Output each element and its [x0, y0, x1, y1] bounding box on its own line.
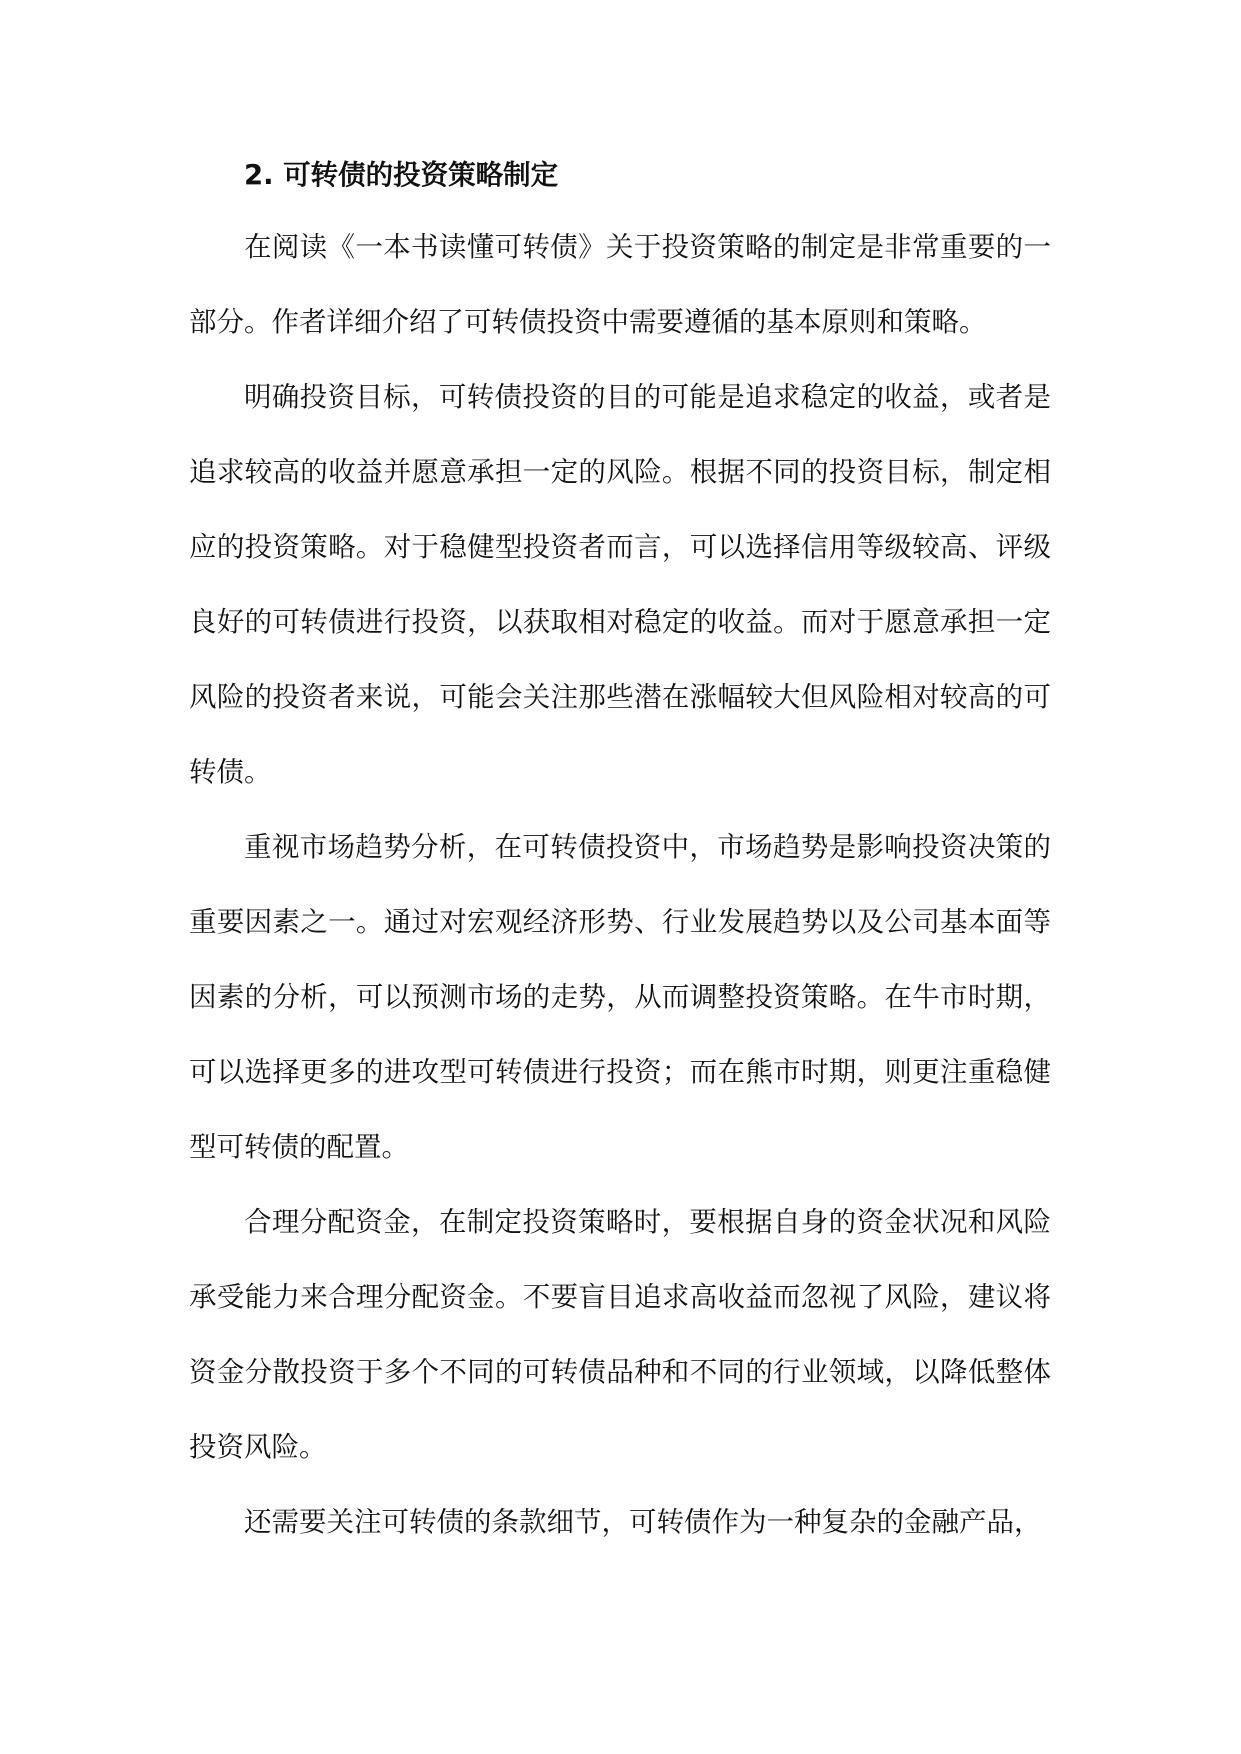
paragraph-intro: 在阅读《一本书读懂可转债》关于投资策略的制定是非常重要的一部分。作者详细介绍了可转债投资中需要遵循的基本原则和策略。: [189, 231, 1051, 338]
paragraph-market-trend: 重视市场趋势分析，在可转债投资中，市场趋势是影响投资决策的重要因素之一。通过对宏观经济形势、行业发展趋势以及公司基本面等因素的分析，可以预测市场的走势，从而调整投资策略。在牛市时期，可以选择更多的进攻型可转债进行投资；而在熊市时期，则更注重稳健型可转债的配置。: [189, 831, 1051, 1163]
paragraph-terms-details: 还需要关注可转债的条款细节，可转债作为一种复杂的金融产品，: [244, 1506, 1042, 1538]
paragraph-investment-goal: 明确投资目标，可转债投资的目的可能是追求稳定的收益，或者是追求较高的收益并愿意承担一定的风险。根据不同的投资目标，制定相应的投资策略。对于稳健型投资者而言，可以选择信用等级较高、评级良好的可转债进行投资，以获取相对稳定的收益。而对于愿意承担一定风险的投资者来说，可能会关注那些潜在涨幅较大但风险相对较高的可转债。: [189, 381, 1051, 788]
paragraph-fund-allocation: 合理分配资金，在制定投资策略时，要根据自身的资金状况和风险承受能力来合理分配资金。不要盲目追求高收益而忽视了风险，建议将资金分散投资于多个不同的可转债品种和不同的行业领域，以降低整体投资风险。: [189, 1206, 1051, 1463]
document-body: [189, 140, 1051, 1560]
section-heading: 2. 可转债的投资策略制定: [244, 159, 559, 191]
